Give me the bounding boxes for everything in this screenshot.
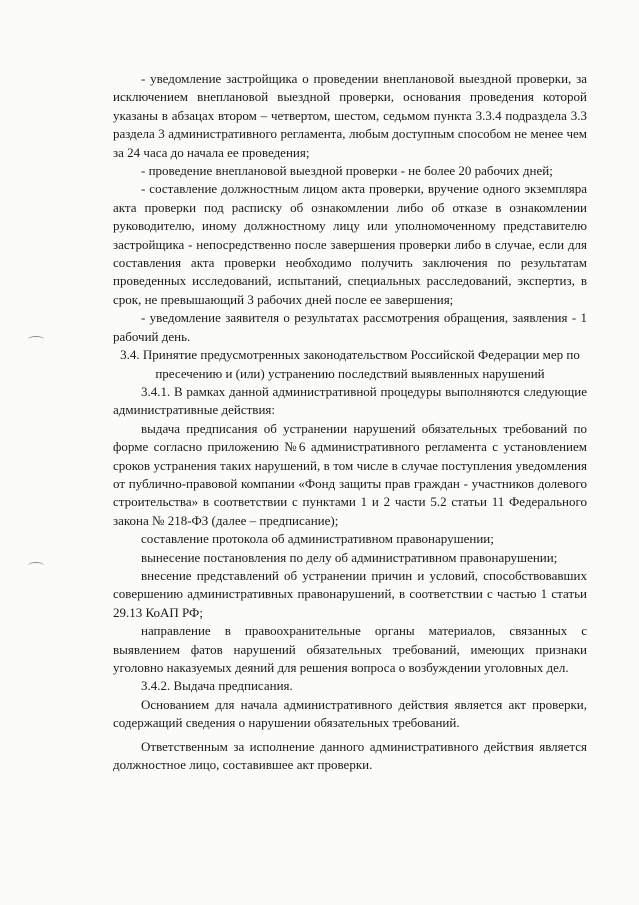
- paragraph: - уведомление заявителя о результатах рассмотрения обращения, заявления - 1 рабочий день.: [113, 310, 587, 344]
- paragraph: - составление должностным лицом акта проверки, вручение одного экземпляра акта проверки под расписку об ознакомлении либо об отказе в ознакомлении руководителю, иному должностному лицу или уполномоченному представителю застройщика - непосредственно после завершения проверки либо в случае, если для составления акта проверки необходимо получить заключения по результатам проведенных исследований, испытаний, специальных расследований, экспертиз, в срок, не превышающий 3 рабочих дней после ее завершения;: [113, 181, 587, 307]
- paragraph: - проведение внеплановой выездной проверки - не более 20 рабочих дней;: [141, 163, 553, 179]
- paragraph: внесение представлений об устранении причин и условий, способствовавших совершению административных правонарушений, в соответствии с частью 1 статьи 29.13 КоАП РФ;: [113, 567, 587, 620]
- section-heading: 3.4. Принятие предусмотренных законодательством Российской Федерации мер по пресечению и (или) устранению последствий выявленных нарушений: [120, 347, 580, 381]
- scan-punch-mark: [28, 562, 44, 569]
- document-body: [113, 70, 587, 774]
- scan-punch-mark: [28, 336, 44, 343]
- paragraph: Основанием для начала административного действия является акт проверки, содержащий сведения о нарушении обязательных требований.: [113, 696, 587, 731]
- paragraph: вынесение постановления по делу об административном правонарушении;: [141, 549, 558, 565]
- paragraph: 3.4.1. В рамках данной административной процедуры выполняются следующие административные действия:: [113, 383, 587, 418]
- paragraph: - уведомление застройщика о проведении внеплановой выездной проверки, за исключением внеплановой выездной проверки, основания проведения которой указаны в абзацах втором – четвертом, шестом, седьмом пункта 3.3.4 подраздела 3.3 раздела 3 административного регламента, любым доступным способом не менее чем за 24 часа до начала ее проведения;: [113, 71, 587, 160]
- paragraph: выдача предписания об устранении нарушений обязательных требований по форме согласно приложению №6 административного регламента с установлением сроков устранения таких нарушений, в том числе в случае поступления уведомления от публично-правовой компании «Фонд защиты прав граждан - участников долевого строительства» в соответствии с пунктами 1 и 2 части 5.2 статьи 11 Федерального закона № 218-ФЗ (далее – предписание);: [113, 420, 587, 528]
- paragraph: направление в правоохранительные органы материалов, связанных с выявлением фатов нарушений обязательных требований, имеющих признаки уголовно наказуемых деяний для решения вопроса о возбуждении уголовных дел.: [113, 623, 587, 675]
- paragraph: Ответственным за исполнение данного административного действия является должностное лицо, составившее акт проверки.: [113, 738, 587, 773]
- paragraph: 3.4.2. Выдача предписания.: [141, 678, 293, 694]
- paragraph: составление протокола об административном правонарушении;: [141, 531, 494, 547]
